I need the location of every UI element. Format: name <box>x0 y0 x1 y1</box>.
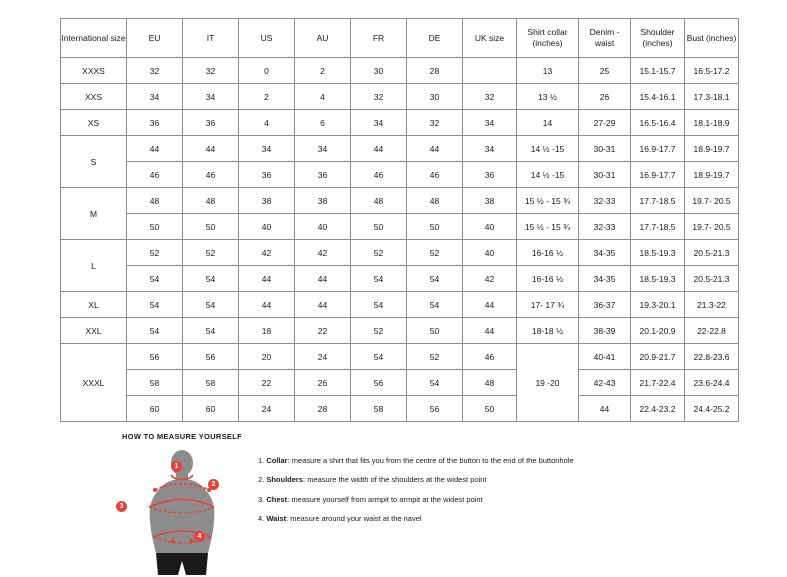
cell-fr: 32 <box>351 84 407 110</box>
cell-it: 46 <box>183 162 239 188</box>
cell-us: 44 <box>239 266 295 292</box>
cell-de: 28 <box>407 58 463 84</box>
cell-de: 52 <box>407 344 463 370</box>
cell-us: 22 <box>239 370 295 396</box>
cell-shoulder: 18.5-19.3 <box>631 240 685 266</box>
column-header-eu: EU <box>127 19 183 58</box>
cell-au: 42 <box>295 240 351 266</box>
cell-eu: 54 <box>127 318 183 344</box>
bullet-marker-1: 1 <box>171 461 182 472</box>
step-number: 3 <box>258 494 263 504</box>
cell-fr: 30 <box>351 58 407 84</box>
cell-shoulder: 21.7-22.4 <box>631 370 685 396</box>
step-number: 2 <box>258 475 263 485</box>
cell-us: 20 <box>239 344 295 370</box>
cell-us: 38 <box>239 188 295 214</box>
size-label: XXS <box>61 84 127 110</box>
cell-de: 52 <box>407 240 463 266</box>
cell-fr: 58 <box>351 396 407 422</box>
cell-eu: 54 <box>127 266 183 292</box>
cell-us: 44 <box>239 292 295 318</box>
cell-bust: 21.3-22 <box>685 292 739 318</box>
cell-collar: 17- 17 ¾ <box>517 292 579 318</box>
bullet-marker-4: 4 <box>194 531 205 542</box>
cell-denim: 34-35 <box>579 240 631 266</box>
cell-de: 54 <box>407 370 463 396</box>
cell-de: 32 <box>407 110 463 136</box>
cell-de: 50 <box>407 318 463 344</box>
size-label: S <box>61 136 127 188</box>
cell-us: 24 <box>239 396 295 422</box>
cell-shoulder: 16.5-16.4 <box>631 110 685 136</box>
cell-us: 18 <box>239 318 295 344</box>
table-body <box>61 58 739 422</box>
cell-denim: 38-39 <box>579 318 631 344</box>
cell-bust: 19.7- 20.5 <box>685 214 739 240</box>
cell-shoulder: 19.3-20.1 <box>631 292 685 318</box>
size-label: L <box>61 240 127 292</box>
cell-de: 48 <box>407 188 463 214</box>
step-term: Shoulders <box>266 475 304 485</box>
cell-denim: 25 <box>579 58 631 84</box>
measurement-figure <box>119 449 242 577</box>
cell-collar: 16-16 ½ <box>517 266 579 292</box>
cell-denim: 30-31 <box>579 162 631 188</box>
cell-uk: 34 <box>463 136 517 162</box>
table-row <box>61 162 739 188</box>
table-row <box>61 136 739 162</box>
step-term: Chest <box>266 494 288 504</box>
cell-shoulder: 22.4-23.2 <box>631 396 685 422</box>
cell-bust: 22.8-23.6 <box>685 344 739 370</box>
cell-uk: 50 <box>463 396 517 422</box>
cell-shoulder: 15.4-16.1 <box>631 84 685 110</box>
cell-collar: 19 -20 <box>517 344 579 422</box>
cell-denim: 32-33 <box>579 188 631 214</box>
cell-au: 36 <box>295 162 351 188</box>
cell-denim: 27-29 <box>579 110 631 136</box>
cell-it: 54 <box>183 266 239 292</box>
cell-uk: 32 <box>463 84 517 110</box>
column-header-au: AU <box>295 19 351 58</box>
table-row <box>61 344 739 370</box>
list-item: 4. Waist: measure around your waist at the navel <box>258 513 422 523</box>
step-text: : measure yourself from armpit to armpit at the widest point <box>287 494 483 504</box>
column-header-international-size: International size <box>61 19 127 58</box>
how-to-measure-body <box>119 449 762 577</box>
table-row <box>61 240 739 266</box>
cell-au: 24 <box>295 344 351 370</box>
column-header-fr: FR <box>351 19 407 58</box>
cell-au: 44 <box>295 292 351 318</box>
list-item: 1. Collar: measure a shirt that fits you from the centre of the button to the end of the buttonhole <box>258 456 574 465</box>
bullet-marker-2: 2 <box>208 479 219 490</box>
cell-eu: 48 <box>127 188 183 214</box>
cell-denim: 32-33 <box>579 214 631 240</box>
cell-fr: 54 <box>351 266 407 292</box>
cell-bust: 20.5-21.3 <box>685 266 739 292</box>
table-row <box>61 292 739 318</box>
cell-it: 56 <box>183 344 239 370</box>
cell-eu: 44 <box>127 136 183 162</box>
list-item: 3. Chest: measure yourself from armpit to armpit at the widest point <box>258 494 483 504</box>
cell-au: 28 <box>295 396 351 422</box>
step-term: Waist <box>266 513 287 523</box>
cell-collar: 14 <box>517 110 579 136</box>
table-row <box>61 214 739 240</box>
cell-it: 48 <box>183 188 239 214</box>
step-number: 1 <box>258 456 263 465</box>
cell-au: 22 <box>295 318 351 344</box>
cell-us: 4 <box>239 110 295 136</box>
cell-fr: 56 <box>351 370 407 396</box>
cell-de: 50 <box>407 214 463 240</box>
cell-us: 2 <box>239 84 295 110</box>
cell-denim: 44 <box>579 396 631 422</box>
cell-denim: 42-43 <box>579 370 631 396</box>
how-to-measure-section <box>119 432 762 577</box>
column-header-shoulder: Shoulder (inches) <box>631 19 685 58</box>
cell-de: 56 <box>407 396 463 422</box>
cell-au: 34 <box>295 136 351 162</box>
cell-uk: 48 <box>463 370 517 396</box>
cell-uk: 40 <box>463 214 517 240</box>
column-header-de: DE <box>407 19 463 58</box>
cell-it: 54 <box>183 292 239 318</box>
size-label: M <box>61 188 127 240</box>
step-number: 4 <box>258 513 263 523</box>
cell-it: 54 <box>183 318 239 344</box>
cell-au: 6 <box>295 110 351 136</box>
cell-au: 40 <box>295 214 351 240</box>
cell-fr: 44 <box>351 136 407 162</box>
table-row <box>61 318 739 344</box>
cell-collar: 18-18 ½ <box>517 318 579 344</box>
cell-eu: 56 <box>127 344 183 370</box>
cell-fr: 48 <box>351 188 407 214</box>
cell-bust: 19.7- 20.5 <box>685 188 739 214</box>
cell-denim: 40-41 <box>579 344 631 370</box>
step-text: : measure a shirt that fits you from the centre of the button to the end of the buttonhole <box>287 456 574 465</box>
table-row <box>61 110 739 136</box>
column-header-denim-waist: Denim - waist <box>579 19 631 58</box>
cell-bust: 22-22.8 <box>685 318 739 344</box>
cell-bust: 23.6-24.4 <box>685 370 739 396</box>
cell-fr: 54 <box>351 344 407 370</box>
cell-shoulder: 20.1-20.9 <box>631 318 685 344</box>
size-label: XL <box>61 292 127 318</box>
table-row <box>61 84 739 110</box>
cell-uk: 46 <box>463 344 517 370</box>
column-header-shirt-collar: Shirt collar (inches) <box>517 19 579 58</box>
cell-shoulder: 15.1-15.7 <box>631 58 685 84</box>
step-text: : measure the width of the shoulders at the widest point <box>303 475 487 485</box>
cell-denim: 26 <box>579 84 631 110</box>
cell-uk: 34 <box>463 110 517 136</box>
cell-au: 2 <box>295 58 351 84</box>
cell-eu: 60 <box>127 396 183 422</box>
cell-bust: 17.3-18.1 <box>685 84 739 110</box>
cell-de: 44 <box>407 136 463 162</box>
cell-eu: 52 <box>127 240 183 266</box>
cell-it: 60 <box>183 396 239 422</box>
list-item: 2. Shoulders: measure the width of the shoulders at the widest point <box>258 475 487 485</box>
cell-us: 0 <box>239 58 295 84</box>
step-text: : measure around your waist at the navel <box>286 513 422 523</box>
cell-denim: 34-35 <box>579 266 631 292</box>
measurement-steps-list <box>258 449 574 534</box>
size-label: XXXS <box>61 58 127 84</box>
cell-uk: 40 <box>463 240 517 266</box>
cell-collar: 14 ½ -15 <box>517 162 579 188</box>
torso-diagram-icon <box>122 449 242 577</box>
column-header-bust: Bust (inches) <box>685 19 739 58</box>
cell-shoulder: 18.5-19.3 <box>631 266 685 292</box>
column-header-uk-size: UK size <box>463 19 517 58</box>
table-header-row <box>61 19 739 58</box>
cell-it: 58 <box>183 370 239 396</box>
cell-bust: 18.9-19.7 <box>685 162 739 188</box>
column-header-it: IT <box>183 19 239 58</box>
cell-it: 32 <box>183 58 239 84</box>
cell-shoulder: 17.7-18.5 <box>631 214 685 240</box>
cell-de: 54 <box>407 266 463 292</box>
cell-fr: 52 <box>351 318 407 344</box>
cell-uk: 44 <box>463 292 517 318</box>
cell-collar: 13 <box>517 58 579 84</box>
cell-it: 34 <box>183 84 239 110</box>
cell-collar: 15 ½ - 15 ¾ <box>517 214 579 240</box>
bullet-marker-3: 3 <box>116 501 127 512</box>
cell-bust: 18.1-18.9 <box>685 110 739 136</box>
table-row <box>61 188 739 214</box>
size-label: XXXL <box>61 344 127 422</box>
step-term: Collar <box>266 456 288 465</box>
cell-shoulder: 16.9-17.7 <box>631 162 685 188</box>
cell-eu: 36 <box>127 110 183 136</box>
cell-de: 54 <box>407 292 463 318</box>
cell-collar: 14 ½ -15 <box>517 136 579 162</box>
cell-bust: 16.5-17.2 <box>685 58 739 84</box>
cell-fr: 52 <box>351 240 407 266</box>
cell-uk: 36 <box>463 162 517 188</box>
cell-fr: 54 <box>351 292 407 318</box>
cell-it: 50 <box>183 214 239 240</box>
cell-shoulder: 20.9-21.7 <box>631 344 685 370</box>
table-row <box>61 396 739 422</box>
cell-us: 42 <box>239 240 295 266</box>
size-chart-table <box>60 18 739 422</box>
table-row <box>61 370 739 396</box>
cell-eu: 32 <box>127 58 183 84</box>
cell-uk: 44 <box>463 318 517 344</box>
cell-collar: 13 ½ <box>517 84 579 110</box>
size-label: XS <box>61 110 127 136</box>
cell-shoulder: 16.9-17.7 <box>631 136 685 162</box>
cell-uk <box>463 58 517 84</box>
table-row <box>61 58 739 84</box>
cell-eu: 58 <box>127 370 183 396</box>
cell-shoulder: 17.7-18.5 <box>631 188 685 214</box>
cell-it: 36 <box>183 110 239 136</box>
cell-it: 44 <box>183 136 239 162</box>
cell-bust: 20.5-21.3 <box>685 240 739 266</box>
cell-au: 4 <box>295 84 351 110</box>
cell-eu: 54 <box>127 292 183 318</box>
cell-us: 36 <box>239 162 295 188</box>
cell-au: 26 <box>295 370 351 396</box>
cell-us: 40 <box>239 214 295 240</box>
cell-eu: 34 <box>127 84 183 110</box>
size-label: XXL <box>61 318 127 344</box>
cell-collar: 15 ½ - 15 ¾ <box>517 188 579 214</box>
cell-us: 34 <box>239 136 295 162</box>
cell-bust: 18.9-19.7 <box>685 136 739 162</box>
cell-denim: 30-31 <box>579 136 631 162</box>
cell-fr: 34 <box>351 110 407 136</box>
cell-au: 44 <box>295 266 351 292</box>
table-row <box>61 266 739 292</box>
cell-bust: 24.4-25.2 <box>685 396 739 422</box>
cell-de: 30 <box>407 84 463 110</box>
how-to-measure-title: HOW TO MEASURE YOURSELF <box>122 432 242 441</box>
cell-fr: 50 <box>351 214 407 240</box>
cell-denim: 36-37 <box>579 292 631 318</box>
cell-it: 52 <box>183 240 239 266</box>
column-header-us: US <box>239 19 295 58</box>
cell-fr: 46 <box>351 162 407 188</box>
cell-eu: 50 <box>127 214 183 240</box>
cell-eu: 46 <box>127 162 183 188</box>
cell-de: 46 <box>407 162 463 188</box>
cell-collar: 16-16 ½ <box>517 240 579 266</box>
cell-au: 38 <box>295 188 351 214</box>
cell-uk: 38 <box>463 188 517 214</box>
cell-uk: 42 <box>463 266 517 292</box>
